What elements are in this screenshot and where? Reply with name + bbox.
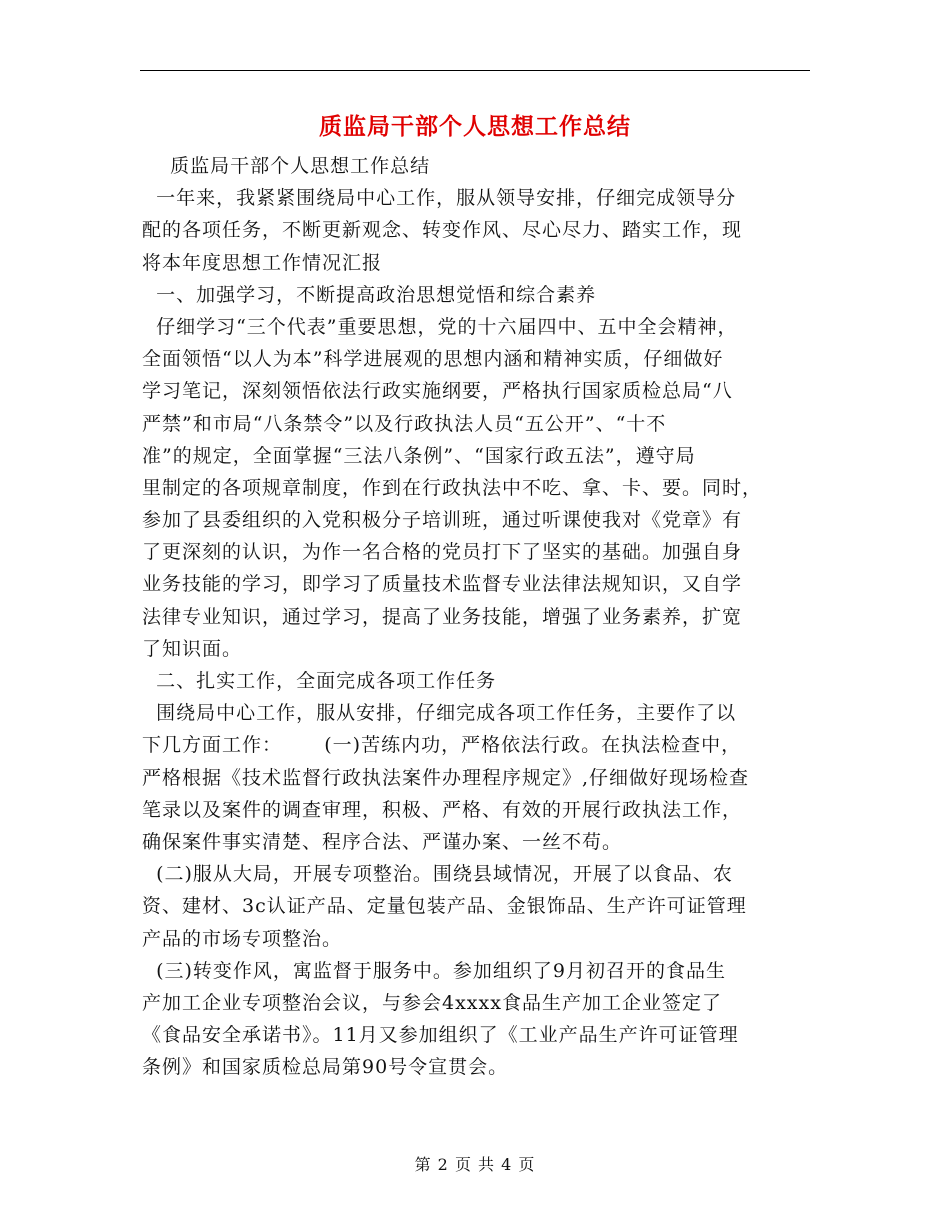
body-line: 下几方面工作： (一)苦练内功，严格依法行政。在执法检查中， xyxy=(142,734,742,757)
body-line: 了更深刻的认识，为作一名合格的党员打下了坚实的基础。加强自身 xyxy=(142,541,743,564)
body-line: (二)服从大局，开展专项整治。围绕县域情况，开展了以食品、农 xyxy=(142,863,733,886)
body-line: 严格根据《技术监督行政执法案件办理程序规定》,仔细做好现场检查 xyxy=(142,766,750,789)
body-line: 产加工企业专项整治会议，与参会4xxxx食品生产加工企业签定了 xyxy=(142,991,722,1014)
body-line: 法律专业知识，通过学习，提高了业务技能，增强了业务素养，扩宽 xyxy=(142,605,743,628)
body-line: 产品的市场专项整治。 xyxy=(142,927,343,950)
body-line: 一年来，我紧紧围绕局中心工作，服从领导安排，仔细完成领导分 xyxy=(142,187,737,210)
body-line: 质监局干部个人思想工作总结 xyxy=(142,155,431,177)
body-line: 笔录以及案件的调查审理，积极、严格、有效的开展行政执法工作， xyxy=(142,798,743,821)
body-line: 里制定的各项规章制度，作到在行政执法中不吃、拿、卡、要。同时， xyxy=(142,476,763,499)
header-rule xyxy=(140,70,810,71)
body-line: 资、建材、3c认证产品、定量包装产品、金银饰品、生产许可证管理 xyxy=(142,895,747,918)
body-line: 围绕局中心工作，服从安排，仔细完成各项工作任务，主要作了以 xyxy=(142,702,737,725)
body-line: 配的各项任务，不断更新观念、转变作风、尽心尽力、踏实工作，现 xyxy=(142,219,743,242)
body-line: 学习笔记，深刻领悟依法行政实施纲要，严格执行国家质检总局“八 xyxy=(142,380,733,403)
body-line: 条例》和国家质检总局第90号令宣贯会。 xyxy=(142,1056,509,1079)
body-line: 将本年度思想工作情况汇报 xyxy=(142,251,383,274)
body-line: (三)转变作风，寓监督于服务中。参加组织了9月初召开的食品生 xyxy=(142,959,726,982)
body-line: 参加了县委组织的入党积极分子培训班，通过听课使我对《党章》有 xyxy=(142,509,743,532)
section-heading-1: 一、加强学习，不断提高政治思想觉悟和综合素养 xyxy=(142,283,597,306)
body-line: 全面领悟“以人为本”科学进展观的思想内涵和精神实质，仔细做好 xyxy=(142,348,724,371)
body-line: 了知识面。 xyxy=(142,637,243,660)
body-line: 严禁”和市局“八条禁令”以及行政执法人员“五公开”、“十不 xyxy=(142,412,667,435)
document-title: 质监局干部个人思想工作总结 xyxy=(319,113,631,140)
body-line: 准”的规定，全面掌握“三法八条例”、“国家行政五法”，遵守局 xyxy=(142,444,696,467)
body-line: 确保案件事实清楚、程序合法、严谨办案、一丝不苟。 xyxy=(142,830,623,853)
body-line: 业务技能的学习，即学习了质量技术监督专业法律法规知识，又自学 xyxy=(142,573,743,596)
document-body xyxy=(142,150,814,1083)
body-line: 《食品安全承诺书》。11月又参加组织了《工业产品生产许可证管理 xyxy=(142,1024,739,1047)
section-heading-2: 二、扎实工作，全面完成各项工作任务 xyxy=(142,670,497,692)
page-number-footer: 第 2 页 共 4 页 xyxy=(414,1155,536,1174)
body-line: 仔细学习“三个代表”重要思想，党的十六届四中、五中全会精神， xyxy=(142,315,738,338)
